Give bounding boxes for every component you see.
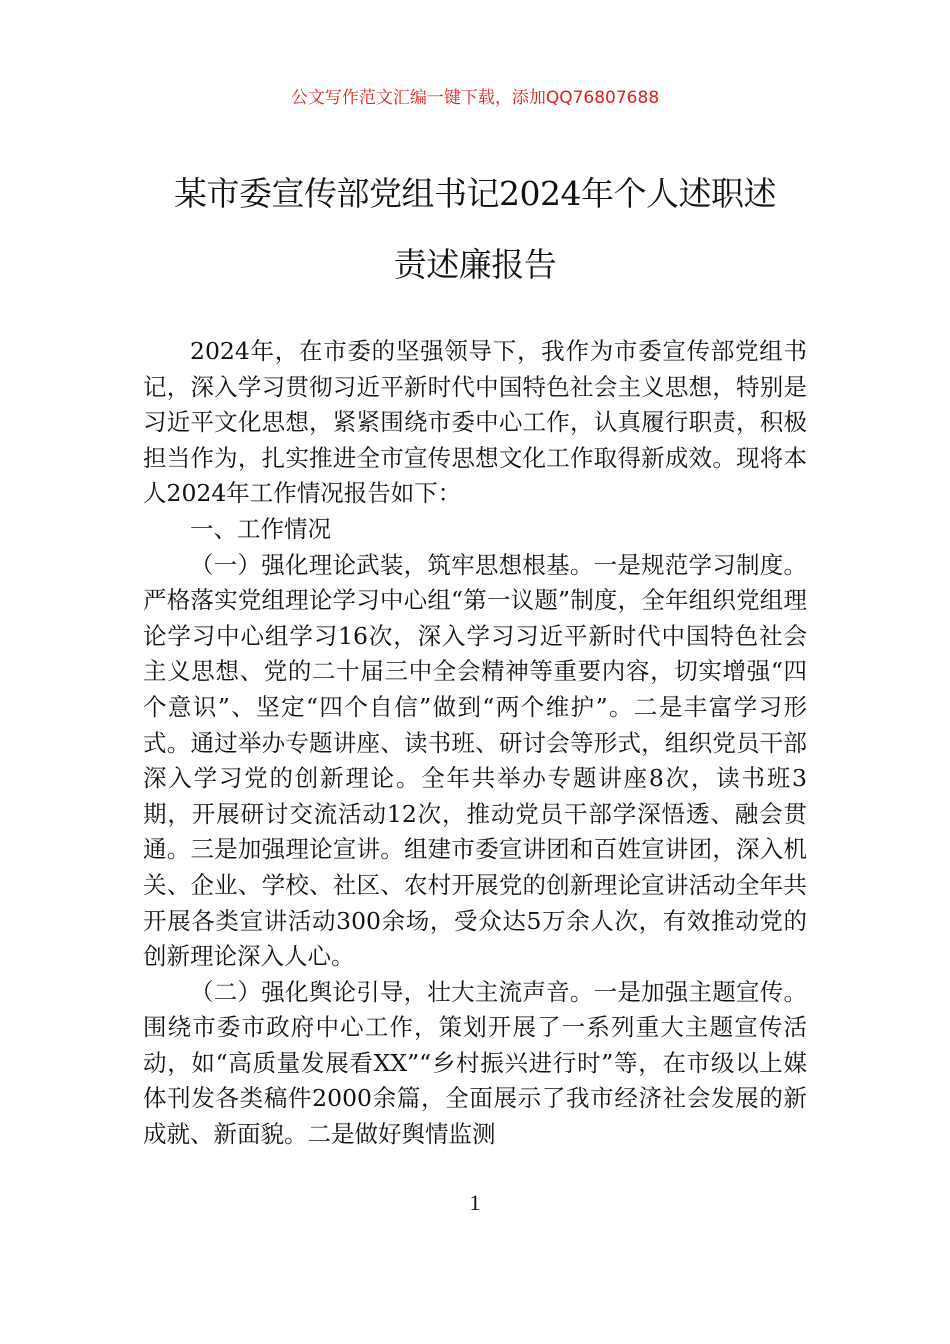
paragraph-public-opinion: （二）强化舆论引导，壮大主流声音。一是加强主题宣传。围绕市委市政府中心工作，策划开展了一系列重大主题宣传活动，如“高质量发展看XX”“乡村振兴进行时”等，在市级以上媒体刊发各类稿件2000余篇，全面展示了我市经济社会发展的新成就、新面貌。二是做好舆情监测	[143, 977, 807, 1149]
section-heading-work-status: 一、工作情况	[190, 514, 331, 543]
download-promo-banner: 公文写作范文汇编一键下载，添加QQ76807688	[290, 88, 660, 108]
paragraph-theory-study: （一）强化理论武装，筑牢思想根基。一是规范学习制度。严格落实党组理论学习中心组“第一议题”制度，全年组织党组理论学习中心组学习16次，深入学习习近平新时代中国特色社会主义思想、党的二十届三中全会精神等重要内容，切实增强“四个意识”、坚定“四个自信”做到“两个维护”。二是丰富学习形式。通过举办专题讲座、读书班、研讨会等形式，组织党员干部深入学习党的创新理论。全年共举办专题讲座8次，读书班3期，开展研讨交流活动12次，推动党员干部学深悟透、融会贯通。三是加强理论宣讲。组建市委宣讲团和百姓宣讲团，深入机关、企业、学校、社区、农村开展党的创新理论宣讲活动全年共开展各类宣讲活动300余场，受众达5万余人次，有效推动党的创新理论深入人心。	[143, 550, 807, 971]
page-number: 1	[469, 1190, 481, 1215]
document-title-line-2: 责述廉报告	[393, 245, 557, 284]
document-title-line-1: 某市委宣传部党组书记2024年个人述职述	[174, 174, 776, 213]
intro-paragraph: 2024年，在市委的坚强领导下，我作为市委宣传部党组书记，深入学习贯彻习近平新时代中国特色社会主义思想，特别是习近平文化思想，紧紧围绕市委中心工作，认真履行职责，积极担当作为，扎实推进全市宣传思想文化工作取得新成效。现将本人2024年工作情况报告如下：	[143, 337, 807, 508]
document-body	[143, 334, 807, 1153]
